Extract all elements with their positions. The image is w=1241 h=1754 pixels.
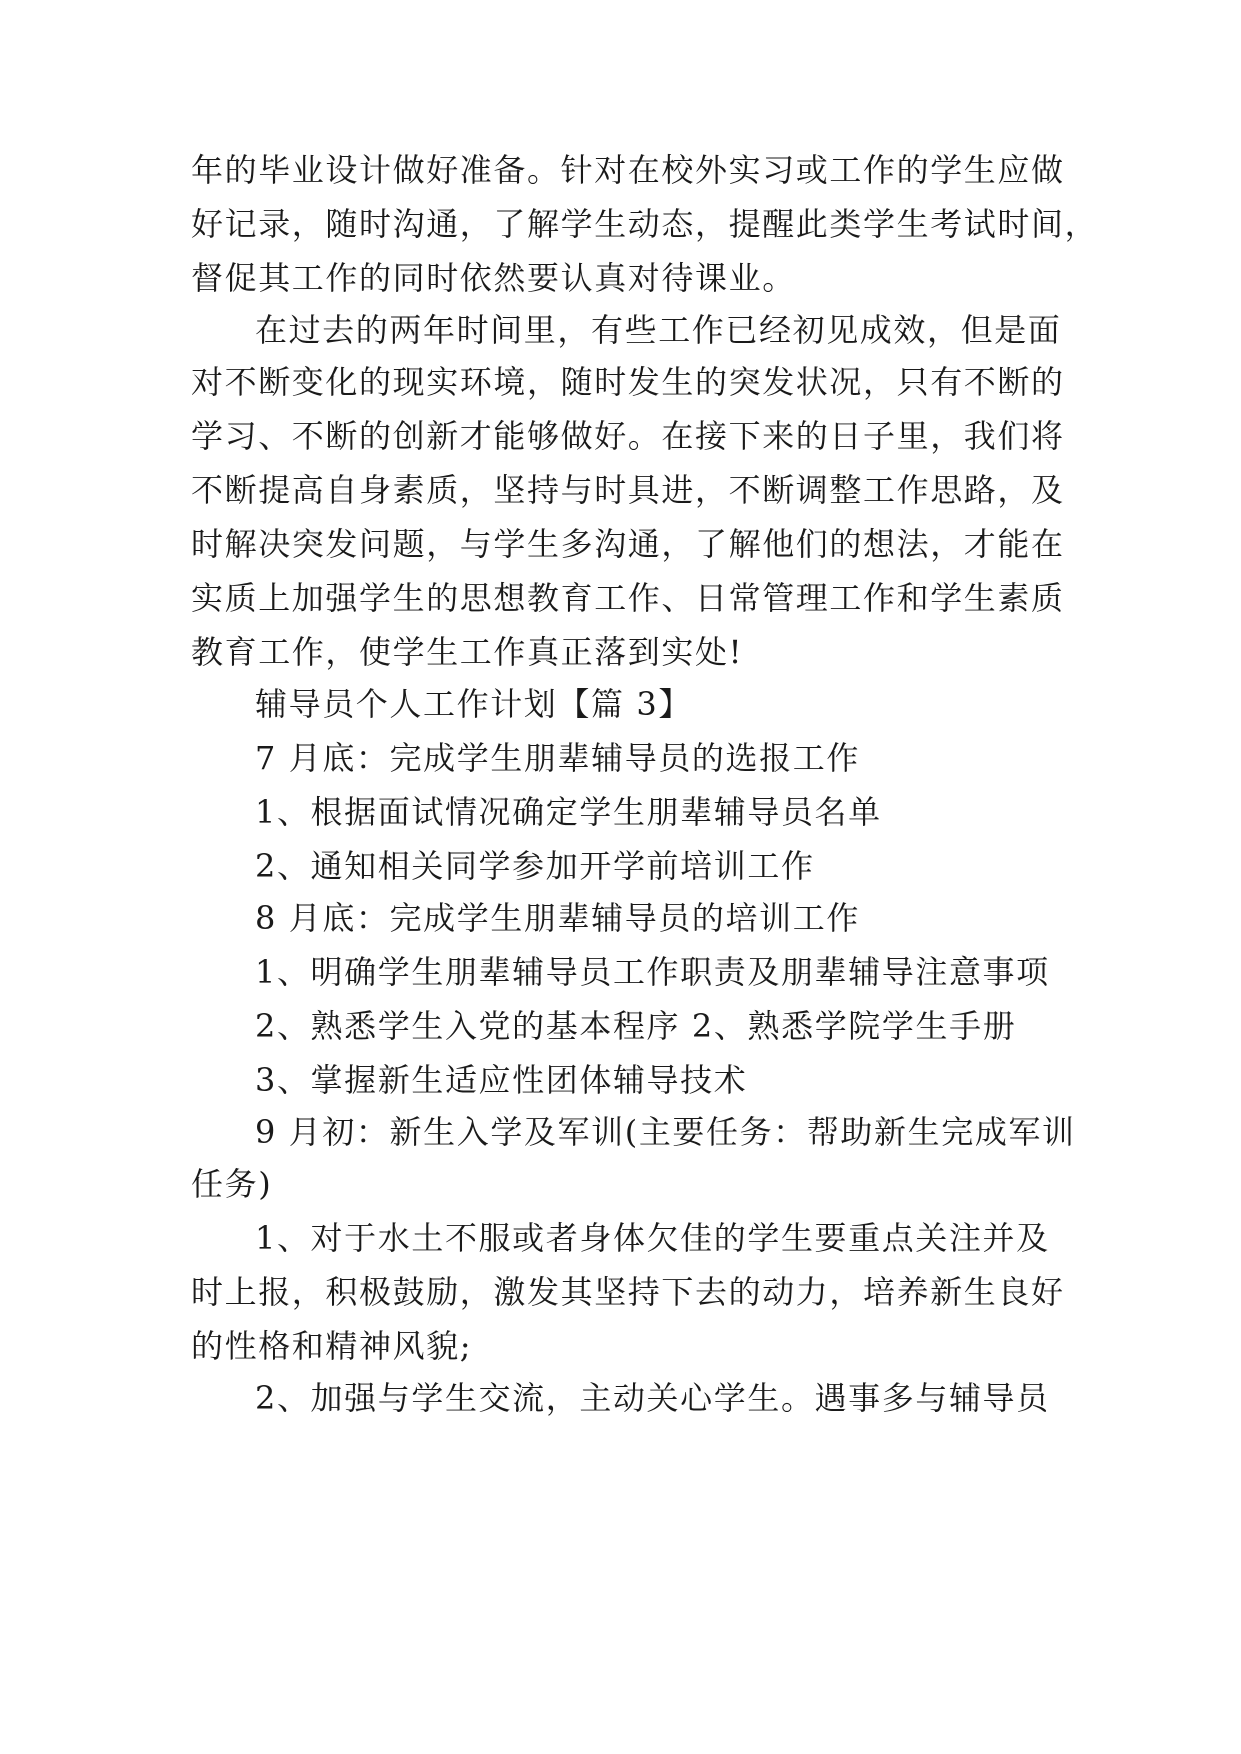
list-item: 2、加强与学生交流，主动关心学生。遇事多与辅导员 [255, 1379, 1050, 1417]
list-item: 1、根据面试情况确定学生朋辈辅导员名单 [255, 793, 882, 831]
paragraph-line: 时解决突发问题，与学生多沟通，了解他们的想法，才能在 [191, 525, 1065, 563]
paragraph-line: 9 月初：新生入学及军训(主要任务：帮助新生完成军训 [255, 1113, 1076, 1151]
paragraph-line: 年的毕业设计做好准备。针对在校外实习或工作的学生应做 [191, 151, 1065, 189]
paragraph-line: 学习、不断的创新才能够做好。在接下来的日子里，我们将 [191, 417, 1065, 455]
list-item: 1、对于水土不服或者身体欠佳的学生要重点关注并及 [255, 1219, 1050, 1257]
paragraph-line: 对不断变化的现实环境，随时发生的突发状况，只有不断的 [191, 363, 1065, 401]
paragraph-line: 8 月底：完成学生朋辈辅导员的培训工作 [255, 899, 860, 937]
paragraph-line: 7 月底：完成学生朋辈辅导员的选报工作 [255, 739, 860, 777]
paragraph-line: 好记录，随时沟通，了解学生动态，提醒此类学生考试时间， [191, 205, 1099, 243]
paragraph-line: 时上报，积极鼓励，激发其坚持下去的动力，培养新生良好 [191, 1273, 1065, 1311]
list-item: 2、熟悉学生入党的基本程序 2、熟悉学院学生手册 [255, 1007, 1017, 1045]
list-item: 2、通知相关同学参加开学前培训工作 [255, 847, 815, 885]
paragraph-line: 不断提高自身素质，坚持与时具进，不断调整工作思路，及 [191, 471, 1065, 509]
section-heading: 辅导员个人工作计划【篇 3】 [255, 685, 692, 723]
list-item: 1、明确学生朋辈辅导员工作职责及朋辈辅导注意事项 [255, 953, 1050, 991]
paragraph-line: 任务) [191, 1165, 273, 1203]
list-item: 3、掌握新生适应性团体辅导技术 [255, 1061, 748, 1099]
paragraph-line: 教育工作，使学生工作真正落到实处! [191, 633, 744, 671]
paragraph-line: 督促其工作的同时依然要认真对待课业。 [191, 259, 796, 297]
paragraph-line: 在过去的两年时间里，有些工作已经初见成效，但是面 [255, 311, 1062, 349]
paragraph-line: 的性格和精神风貌; [191, 1327, 473, 1365]
paragraph-line: 实质上加强学生的思想教育工作、日常管理工作和学生素质 [191, 579, 1065, 617]
